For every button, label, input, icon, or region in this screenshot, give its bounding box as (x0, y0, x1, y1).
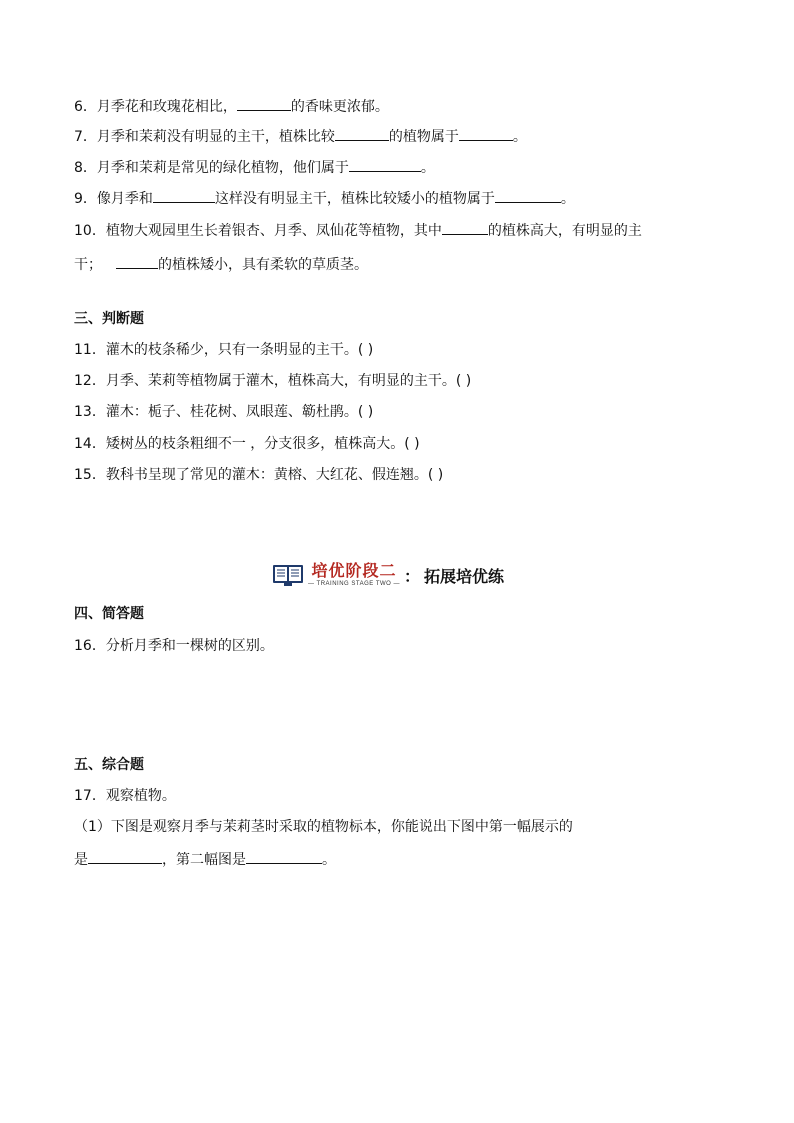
question-17-1-line2: 是 ，第二幅图是 。 (74, 849, 336, 870)
answer-blank[interactable] (442, 220, 488, 235)
answer-blank[interactable] (335, 126, 389, 141)
question-9: 9．像月季和 这样没有明显主干，植株比较矮小的植物属于 。 (74, 188, 575, 209)
question-13: 13．灌木：栀子、桂花树、凤眼莲、簕杜鹃。( ) (74, 404, 374, 420)
section-3-heading: 三、判断题 (74, 311, 144, 327)
answer-blank[interactable] (459, 126, 513, 141)
banner-right-title: 拓展培优练 (424, 566, 505, 586)
answer-blank[interactable] (237, 96, 291, 111)
question-11: 11．灌木的枝条稀少，只有一条明显的主干。( ) (74, 342, 374, 358)
question-7: 7．月季和茉莉没有明显的主干，植株比较 的植物属于 。 (74, 126, 527, 147)
question-15: 15．教科书呈现了常见的灌木：黄榕、大红花、假连翘。( ) (74, 467, 444, 483)
question-14: 14．矮树丛的枝条粗细不一 ，分支很多，植株高大。( ) (74, 436, 420, 452)
question-12: 12．月季、茉莉等植物属于灌木，植株高大，有明显的主干。( ) (74, 373, 472, 389)
question-16: 16．分析月季和一棵树的区别。 (74, 638, 274, 654)
answer-blank[interactable] (495, 188, 561, 203)
answer-blank[interactable] (246, 849, 322, 864)
book-icon (272, 563, 304, 587)
question-17-1-line1: （1）下图是观察月季与茉莉茎时采取的植物标本，你能说出下图中第一幅展示的 (74, 819, 573, 835)
question-6: 6．月季花和玫瑰花相比， 的香味更浓郁。 (74, 96, 389, 117)
banner-main-title: 培优阶段二 (311, 561, 397, 580)
answer-blank[interactable] (88, 849, 162, 864)
question-10-line2: 干； 的植株矮小，具有柔软的草质茎。 (74, 254, 368, 275)
banner-subtitle: — TRAINING STAGE TWO — (308, 581, 401, 587)
banner-colon: ： (404, 566, 421, 586)
answer-blank[interactable] (116, 254, 158, 269)
section-4-heading: 四、简答题 (74, 606, 144, 622)
section-5-heading: 五、综合题 (74, 757, 144, 773)
answer-blank[interactable] (153, 188, 215, 203)
question-17: 17．观察植物。 (74, 788, 176, 804)
question-8: 8．月季和茉莉是常见的绿化植物，他们属于 。 (74, 157, 435, 178)
stage-banner (272, 558, 504, 592)
banner-titles (308, 562, 400, 588)
question-10-line1: 10．植物大观园里生长着银杏、月季、凤仙花等植物，其中 的植株高大，有明显的主 (74, 220, 642, 241)
answer-blank[interactable] (349, 157, 421, 172)
